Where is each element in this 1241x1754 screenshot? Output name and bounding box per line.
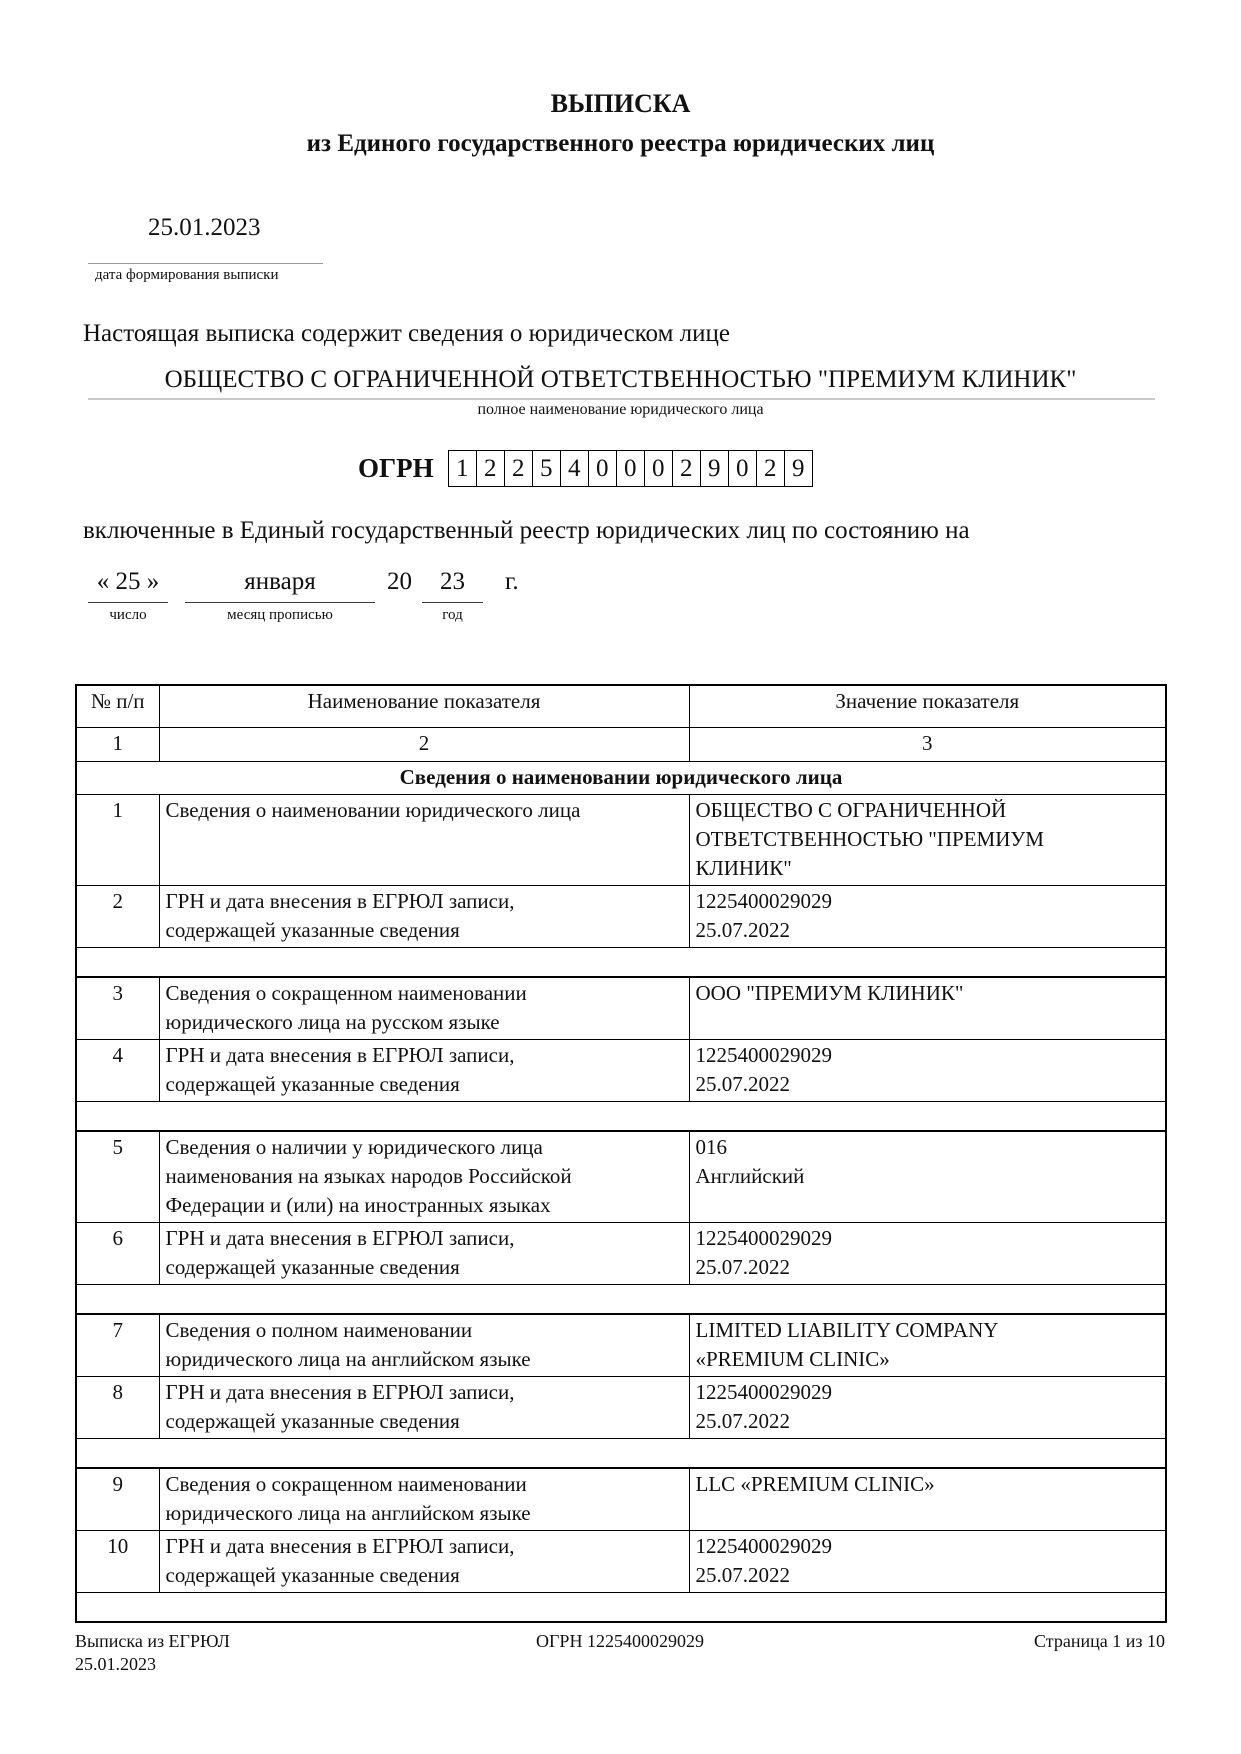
row-indicator-value: ОБЩЕСТВО С ОГРАНИЧЕННОЙ ОТВЕТСТВЕННОСТЬЮ "ПРЕМИУМ КЛИНИК": [689, 795, 1166, 886]
row-indicator-name: Сведения о сокращенном наименовании юридического лица на английском языке: [159, 1468, 689, 1531]
column-number-row: [76, 728, 1166, 762]
row-number: 9: [76, 1468, 159, 1531]
formation-date-label: дата формирования выписки: [95, 267, 279, 283]
column-number-3: 3: [689, 728, 1166, 762]
row-number: 7: [76, 1314, 159, 1377]
spacer-row: [76, 948, 1166, 978]
footer-doc-type: Выписка из ЕГРЮЛ: [75, 1631, 230, 1651]
row-indicator-value: 1225400029029 25.07.2022: [689, 1531, 1166, 1593]
as-of-year-field: [422, 568, 483, 624]
table-row: [76, 1131, 1166, 1223]
table-row: [76, 977, 1166, 1040]
ogrn-digit-box: 9: [784, 450, 813, 487]
footer-left: [75, 1630, 536, 1676]
section-header-row: [76, 762, 1166, 795]
row-indicator-value: ООО "ПРЕМИУМ КЛИНИК": [689, 977, 1166, 1040]
row-number: 2: [76, 886, 159, 948]
page-footer: [75, 1630, 1165, 1676]
table-row: [76, 886, 1166, 948]
footer-page-number: Страница 1 из 10: [1034, 1631, 1165, 1651]
ogrn-digit-box: 9: [700, 450, 729, 487]
table-row: [76, 1314, 1166, 1377]
as-of-month-label: месяц прописью: [227, 607, 333, 623]
as-of-year-label: год: [442, 607, 463, 623]
row-indicator-value: 1225400029029 25.07.2022: [689, 1377, 1166, 1439]
row-indicator-name: Сведения о наименовании юридического лица: [159, 795, 689, 886]
as-of-day-field: [88, 568, 168, 624]
formation-date-underline: [88, 263, 323, 264]
column-number-1: 1: [76, 728, 159, 762]
header-num: № п/п: [76, 685, 159, 728]
table-row: [76, 795, 1166, 886]
ogrn-digit-boxes: [448, 450, 813, 487]
row-indicator-value: LLC «PREMIUM CLINIC»: [689, 1468, 1166, 1531]
as-of-day-label: число: [109, 607, 147, 623]
row-number: 6: [76, 1223, 159, 1285]
as-of-month-value: января: [185, 568, 375, 603]
ogrn-digit-box: 0: [588, 450, 617, 487]
row-indicator-name: Сведения о сокращенном наименовании юридического лица на русском языке: [159, 977, 689, 1040]
row-indicator-value: 1225400029029 25.07.2022: [689, 886, 1166, 948]
ogrn-label: ОГРН: [358, 453, 434, 483]
row-indicator-name: ГРН и дата внесения в ЕГРЮЛ записи, содержащей указанные сведения: [159, 1223, 689, 1285]
as-of-date-row: [88, 568, 1241, 624]
company-name-underline: [88, 398, 1155, 400]
company-full-name: ОБЩЕСТВО С ОГРАНИЧЕННОЙ ОТВЕТСТВЕННОСТЬЮ "ПРЕМИУМ КЛИНИК": [164, 366, 1077, 393]
row-number: 5: [76, 1131, 159, 1223]
spacer-row: [76, 1439, 1166, 1469]
row-indicator-value: 1225400029029 25.07.2022: [689, 1040, 1166, 1102]
spacer-row: [76, 1285, 1166, 1315]
row-indicator-name: ГРН и дата внесения в ЕГРЮЛ записи, содержащей указанные сведения: [159, 1531, 689, 1593]
row-indicator-name: ГРН и дата внесения в ЕГРЮЛ записи, содержащей указанные сведения: [159, 886, 689, 948]
ogrn-digit-box: 2: [476, 450, 505, 487]
included-line: включенные в Единый государственный реестр юридических лиц по состоянию на: [83, 517, 970, 544]
row-number: 8: [76, 1377, 159, 1439]
row-number: 10: [76, 1531, 159, 1593]
ogrn-digit-box: 2: [504, 450, 533, 487]
as-of-month-field: [185, 568, 375, 624]
section-title: Сведения о наименовании юридического лица: [76, 762, 1166, 795]
row-indicator-value: LIMITED LIABILITY COMPANY «PREMIUM CLINIC»: [689, 1314, 1166, 1377]
row-number: 1: [76, 795, 159, 886]
ogrn-digit-box: 2: [672, 450, 701, 487]
ogrn-digit-box: 0: [616, 450, 645, 487]
table-row: [76, 1040, 1166, 1102]
row-number: 3: [76, 977, 159, 1040]
company-name-caption: полное наименование юридического лица: [477, 401, 764, 418]
row-indicator-name: ГРН и дата внесения в ЕГРЮЛ записи, содержащей указанные сведения: [159, 1377, 689, 1439]
table-header-row: [76, 685, 1166, 728]
footer-ogrn: ОГРН 1225400029029: [536, 1631, 704, 1651]
intro-line: Настоящая выписка содержит сведения о юридическом лице: [83, 320, 730, 347]
row-number: 4: [76, 1040, 159, 1102]
ogrn-digit-box: 0: [728, 450, 757, 487]
row-indicator-name: Сведения о полном наименовании юридического лица на английском языке: [159, 1314, 689, 1377]
column-number-2: 2: [159, 728, 689, 762]
row-indicator-value: 016 Английский: [689, 1131, 1166, 1223]
table-row: [76, 1468, 1166, 1531]
ogrn-digit-box: 5: [532, 450, 561, 487]
spacer-row: [76, 1102, 1166, 1132]
document-title: ВЫПИСКА: [550, 89, 691, 118]
as-of-year-suffix: г.: [505, 568, 519, 595]
table-row: [76, 1223, 1166, 1285]
spacer-row: [76, 1593, 1166, 1623]
table-body: [76, 795, 1166, 1623]
row-indicator-value: 1225400029029 25.07.2022: [689, 1223, 1166, 1285]
document-subtitle: из Единого государственного реестра юридических лиц: [306, 130, 935, 157]
ogrn-digit-box: 2: [756, 450, 785, 487]
as-of-year-value: 23: [422, 568, 483, 603]
row-indicator-name: ГРН и дата внесения в ЕГРЮЛ записи, содержащей указанные сведения: [159, 1040, 689, 1102]
as-of-century: 20: [387, 568, 412, 595]
header-value: Значение показателя: [689, 685, 1166, 728]
registry-table: [75, 684, 1167, 1623]
table-row: [76, 1377, 1166, 1439]
formation-date: 25.01.2023: [148, 214, 261, 241]
ogrn-digit-box: 0: [644, 450, 673, 487]
header-name: Наименование показателя: [159, 685, 689, 728]
as-of-day-value: « 25 »: [88, 568, 168, 603]
ogrn-digit-box: 4: [560, 450, 589, 487]
ogrn-row: [358, 450, 1241, 487]
row-indicator-name: Сведения о наличии у юридического лица наименования на языках народов Российской Федерации и (или) на иностранных языках: [159, 1131, 689, 1223]
table-row: [76, 1531, 1166, 1593]
footer-date: 25.01.2023: [75, 1654, 156, 1674]
ogrn-digit-box: 1: [448, 450, 477, 487]
